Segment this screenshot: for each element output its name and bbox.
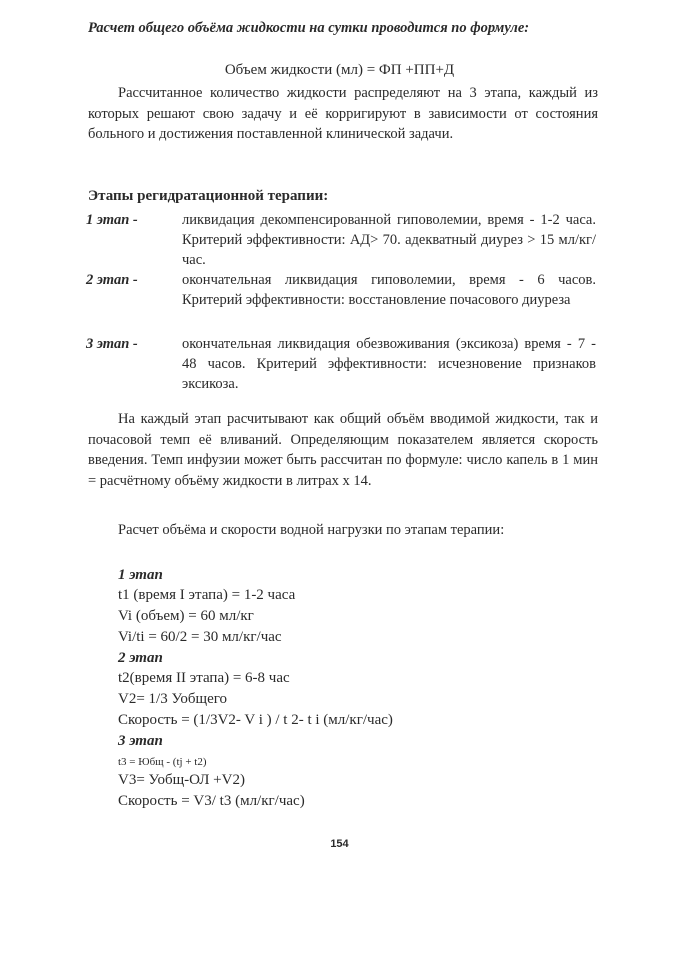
paragraph-infusion-rate: На каждый этап расчитывают как общий объём вводимой жидкости, так и почасовой темп её вливаний. Определяющим показателем является скорость введения. Темп инфузии может быть рассчитан по формуле: число капель в 1 мин = расчётному объёму жидкости в литрах х 14. (88, 411, 598, 489)
calc-line: t1 (время I этапа) = 1-2 часа (118, 587, 296, 603)
calc-line: V3= Уобщ-ОЛ +V2) (118, 772, 245, 788)
stage-label: 1 этап - (86, 212, 138, 228)
calc-line: Vi/ti = 60/2 = 30 мл/кг/час (118, 629, 282, 645)
heading: Расчет общего объёма жидкости на сутки проводится по формуле: (88, 20, 530, 36)
stage-text: окончательная ликвидация гиповолемии, время - 6 часов. Критерий эффективности: восстановление почасового диуреза (182, 272, 596, 308)
stage-text: окончательная ликвидация обезвоживания (эксикоза) время - 7 - 48 часов. Критерий эффективности: исчезновение признаков эксикоза. (182, 336, 596, 392)
calc-line: Скорость = V3/ t3 (мл/кг/час) (118, 793, 305, 809)
calc-line: Vi (объем) = 60 мл/кг (118, 608, 254, 624)
stage-1 (86, 210, 598, 272)
stage-text: ликвидация декомпенсированной гиповолемии, время - 1-2 часа. Критерий эффективности: АД> 70. адекватный диурез > 15 мл/кг/час. (182, 212, 596, 268)
page-number: 154 (330, 838, 349, 850)
calc-line: V2= 1/3 Уобщего (118, 691, 228, 707)
stage-label: 3 этап - (86, 336, 138, 352)
calc-stage-1-label: 1 этап (118, 567, 163, 583)
stage-2 (86, 270, 598, 332)
calc-stage-3-label: 3 этап (118, 733, 163, 749)
stages-title: Этапы регидратационной терапии: (88, 188, 329, 204)
volume-formula: Объем жидкости (мл) = ФП +ПП+Д (224, 62, 455, 78)
stage-3 (86, 334, 598, 396)
calc-line: Скорость = (1/3V2- V i ) / t 2- t i (мл/кг/час) (118, 712, 393, 728)
calc-line: t3 = Юбщ - (tj + t2) (118, 756, 207, 768)
paragraph-calculation-intro: Расчет объёма и скорости водной нагрузки по этапам терапии: (118, 522, 505, 538)
calc-line: t2(время II этапа) = 6-8 час (118, 670, 290, 686)
stage-label: 2 этап - (86, 272, 138, 288)
calc-stage-2-label: 2 этап (118, 650, 163, 666)
paragraph-distribution: Рассчитанное количество жидкости распределяют на 3 этапа, каждый из которых решают свою задачу и её корригируют в зависимости от состояния больного и достижения поставленной клинической задачи. (88, 85, 598, 142)
